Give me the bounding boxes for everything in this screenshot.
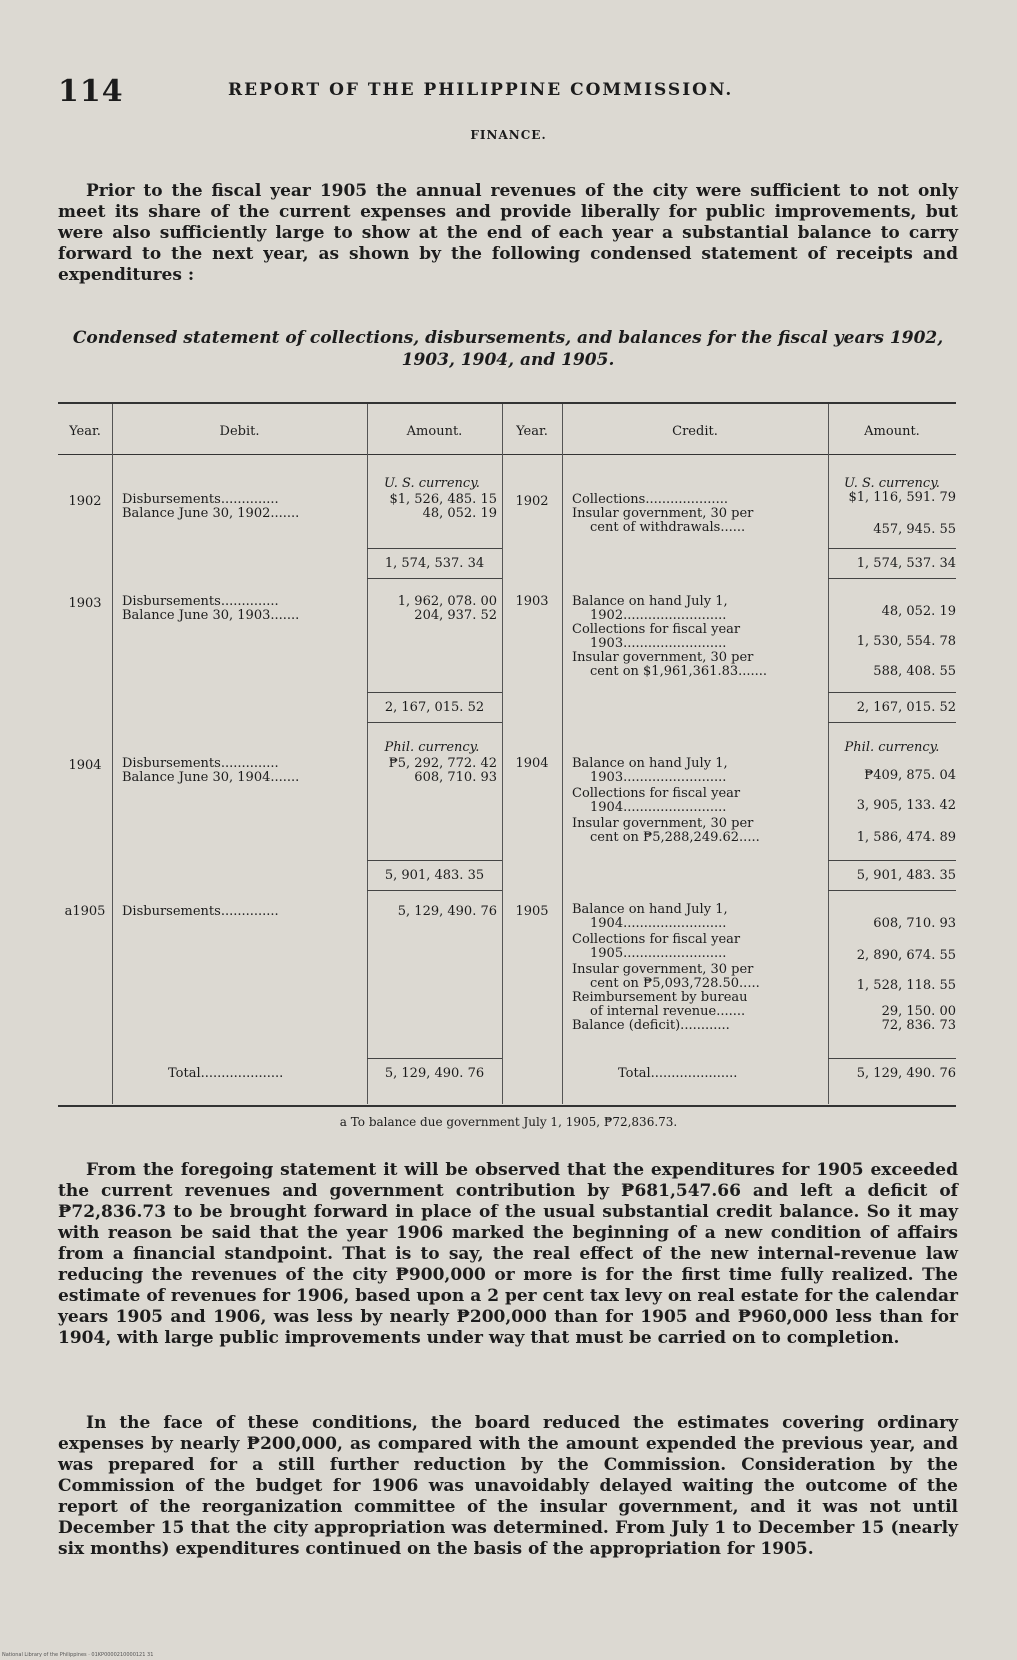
subtotal-rule — [367, 548, 502, 549]
subtotal-rule — [367, 890, 502, 891]
amount-cell: 48, 052. 19 — [422, 506, 497, 521]
debit-item: Disbursements.............. — [122, 904, 279, 919]
total-cell: 5, 129, 490. 76 — [856, 1066, 956, 1081]
year-cell: 1904 — [515, 756, 549, 771]
column-divider — [112, 404, 113, 1104]
credit-item: Balance (deficit)............ — [572, 1018, 730, 1033]
currency-label: Phil. currency. — [384, 740, 480, 755]
credit-item: Insular government, 30 per — [572, 650, 754, 665]
currency-label: U. S. currency. — [384, 476, 480, 491]
amount-cell: 608, 710. 93 — [873, 916, 956, 931]
credit-item: Insular government, 30 per — [572, 962, 754, 977]
total-cell: 1, 574, 537. 34 — [856, 556, 956, 571]
table-header-rule — [58, 454, 956, 455]
header-debit: Debit. — [219, 424, 260, 439]
credit-item: of internal revenue....... — [590, 1004, 746, 1019]
running-title: REPORT OF THE PHILIPPINE COMMISSION. — [228, 80, 734, 100]
subtotal-rule — [828, 722, 956, 723]
credit-item: Collections for fiscal year — [572, 786, 741, 801]
paragraph-budget: In the face of these conditions, the board reduced the estimates covering ordinary expenses by nearly ₱200,000, as compared with the amount expended the previous year, and was prepared for a still further reduction by the Commission. Consideration by the Commission of the budget for 1906 was unavoidably delayed waiting the outcome of the report of the reorganization committee of the insular government, and it was not until December 15 that the city appropriation was determined. From July 1 to December 15 (nearly six months) expenditures continued on the basis of the appropriation for 1905. — [58, 1413, 958, 1559]
amount-cell: 1, 528, 118. 55 — [856, 978, 956, 993]
debit-item: Disbursements.............. — [122, 594, 279, 609]
amount-cell: 1, 586, 474. 89 — [856, 830, 956, 845]
credit-item: Balance on hand July 1, — [572, 594, 728, 609]
year-cell: 1903 — [515, 594, 549, 609]
subtotal-rule — [367, 692, 502, 693]
header-year-credit: Year. — [516, 424, 548, 439]
total-cell: 5, 129, 490. 76 — [384, 1066, 485, 1081]
year-cell: 1903 — [68, 596, 102, 611]
subtotal-rule — [828, 1058, 956, 1059]
debit-item: Disbursements.............. — [122, 492, 279, 507]
credit-item: Collections for fiscal year — [572, 622, 741, 637]
credit-item: cent on $1,961,361.83....... — [590, 664, 768, 679]
amount-cell: 29, 150. 00 — [881, 1004, 956, 1019]
table-caption: Condensed statement of collections, disbursements, and balances for the fiscal years 1902, 1903, 1904, and 1905. — [72, 328, 944, 370]
amount-cell: 608, 710. 93 — [414, 770, 497, 785]
debit-item: Balance June 30, 1903....... — [122, 608, 300, 623]
scan-label: National Library of the Philippines · 01KP0000210000121 31 — [2, 1652, 154, 1658]
subtotal-rule — [828, 890, 956, 891]
header-year: Year. — [69, 424, 101, 439]
table-top-rule — [58, 402, 956, 404]
total-cell: 1, 574, 537. 34 — [384, 556, 485, 571]
column-divider — [502, 404, 503, 1104]
subtotal-rule — [367, 578, 502, 579]
subtotal-rule — [367, 1058, 502, 1059]
credit-item: Balance on hand July 1, — [572, 756, 728, 771]
page-number: 114 — [58, 74, 124, 109]
subtotal-rule — [828, 692, 956, 693]
header-amount-credit: Amount. — [864, 424, 920, 439]
paragraph-intro: Prior to the fiscal year 1905 the annual revenues of the city were sufficient to not only meet its share of the current expenses and provide liberally for public improvements, but were also sufficiently large to show at the end of each year a substantial balance to carry forward to the next year, as shown by the following condensed statement of receipts and expenditures : — [58, 181, 958, 285]
subtotal-rule — [828, 548, 956, 549]
subtotal-rule — [367, 722, 502, 723]
credit-item: cent of withdrawals...... — [590, 520, 746, 535]
amount-cell: 1, 962, 078. 00 — [397, 594, 497, 609]
header-amount: Amount. — [406, 424, 463, 439]
debit-item: Balance June 30, 1904....... — [122, 770, 300, 785]
credit-item: Collections for fiscal year — [572, 932, 741, 947]
credit-item: Insular government, 30 per — [572, 506, 754, 521]
amount-cell: 204, 937. 52 — [414, 608, 497, 623]
total-cell: 5, 901, 483. 35 — [856, 868, 956, 883]
amount-cell: 588, 408. 55 — [873, 664, 956, 679]
total-cell: 2, 167, 015. 52 — [384, 700, 485, 715]
table-bottom-rule — [58, 1105, 956, 1107]
paragraph-analysis: From the foregoing statement it will be observed that the expenditures for 1905 exceeded the current revenues and government contribution by ₱681,547.66 and left a deficit of ₱72,836.73 to be brought forward in place of the usual substantial credit balance. So it may with reason be said that the year 1906 marked the beginning of a new condition of affairs from a financial standpoint. That is to say, the real effect of the new internal-revenue law reducing the revenues of the city ₱900,000 or more is for the first time fully realized. The estimate of revenues for 1906, based upon a 2 per cent tax levy on real estate for the calendar years 1905 and 1906, was less by nearly ₱200,000 than for 1905 and ₱960,000 less than for 1904, with large public improvements under way that must be carried on to completion. — [58, 1160, 958, 1348]
amount-cell: 2, 890, 674. 55 — [856, 948, 956, 963]
year-cell: 1905 — [515, 904, 549, 919]
credit-item: Collections.................... — [572, 492, 728, 507]
amount-cell: 72, 836. 73 — [881, 1018, 956, 1033]
total-label: Total.................... — [168, 1066, 284, 1081]
year-cell: 1904 — [68, 758, 102, 773]
credit-item: 1904......................... — [590, 800, 727, 815]
credit-item: Insular government, 30 per — [572, 816, 754, 831]
currency-label: Phil. currency. — [844, 740, 940, 755]
table-footnote: a To balance due government July 1, 1905, ₱72,836.73. — [339, 1115, 678, 1129]
header-credit: Credit. — [672, 424, 718, 439]
amount-cell: ₱409, 875. 04 — [864, 768, 956, 783]
amount-cell: 457, 945. 55 — [873, 522, 956, 537]
credit-item: 1904......................... — [590, 916, 727, 931]
credit-item: Balance on hand July 1, — [572, 902, 728, 917]
year-cell: a1905 — [64, 904, 106, 919]
debit-item: Disbursements.............. — [122, 756, 279, 771]
section-heading: FINANCE. — [470, 128, 547, 142]
credit-item: 1902......................... — [590, 608, 727, 623]
credit-item: 1903......................... — [590, 636, 727, 651]
subtotal-rule — [828, 860, 956, 861]
credit-item: Reimbursement by bureau — [572, 990, 748, 1005]
credit-item: cent on ₱5,288,249.62..... — [590, 830, 760, 845]
amount-cell: 3, 905, 133. 42 — [856, 798, 956, 813]
amount-cell: $1, 116, 591. 79 — [848, 490, 956, 505]
total-label: Total..................... — [618, 1066, 738, 1081]
credit-item: 1903......................... — [590, 770, 727, 785]
credit-item: cent on ₱5,093,728.50..... — [590, 976, 760, 991]
column-divider — [562, 404, 563, 1104]
amount-cell: 5, 129, 490. 76 — [397, 904, 497, 919]
amount-cell: 1, 530, 554. 78 — [856, 634, 956, 649]
amount-cell: $1, 526, 485. 15 — [389, 492, 497, 507]
amount-cell: 48, 052. 19 — [881, 604, 956, 619]
year-cell: 1902 — [68, 494, 102, 509]
total-cell: 5, 901, 483. 35 — [384, 868, 485, 883]
page-header — [58, 74, 958, 114]
debit-item: Balance June 30, 1902....... — [122, 506, 300, 521]
year-cell: 1902 — [515, 494, 549, 509]
subtotal-rule — [367, 860, 502, 861]
credit-item: 1905......................... — [590, 946, 727, 961]
amount-cell: ₱5, 292, 772. 42 — [388, 756, 497, 771]
total-cell: 2, 167, 015. 52 — [856, 700, 956, 715]
subtotal-rule — [828, 578, 956, 579]
currency-label: U. S. currency. — [844, 476, 940, 491]
